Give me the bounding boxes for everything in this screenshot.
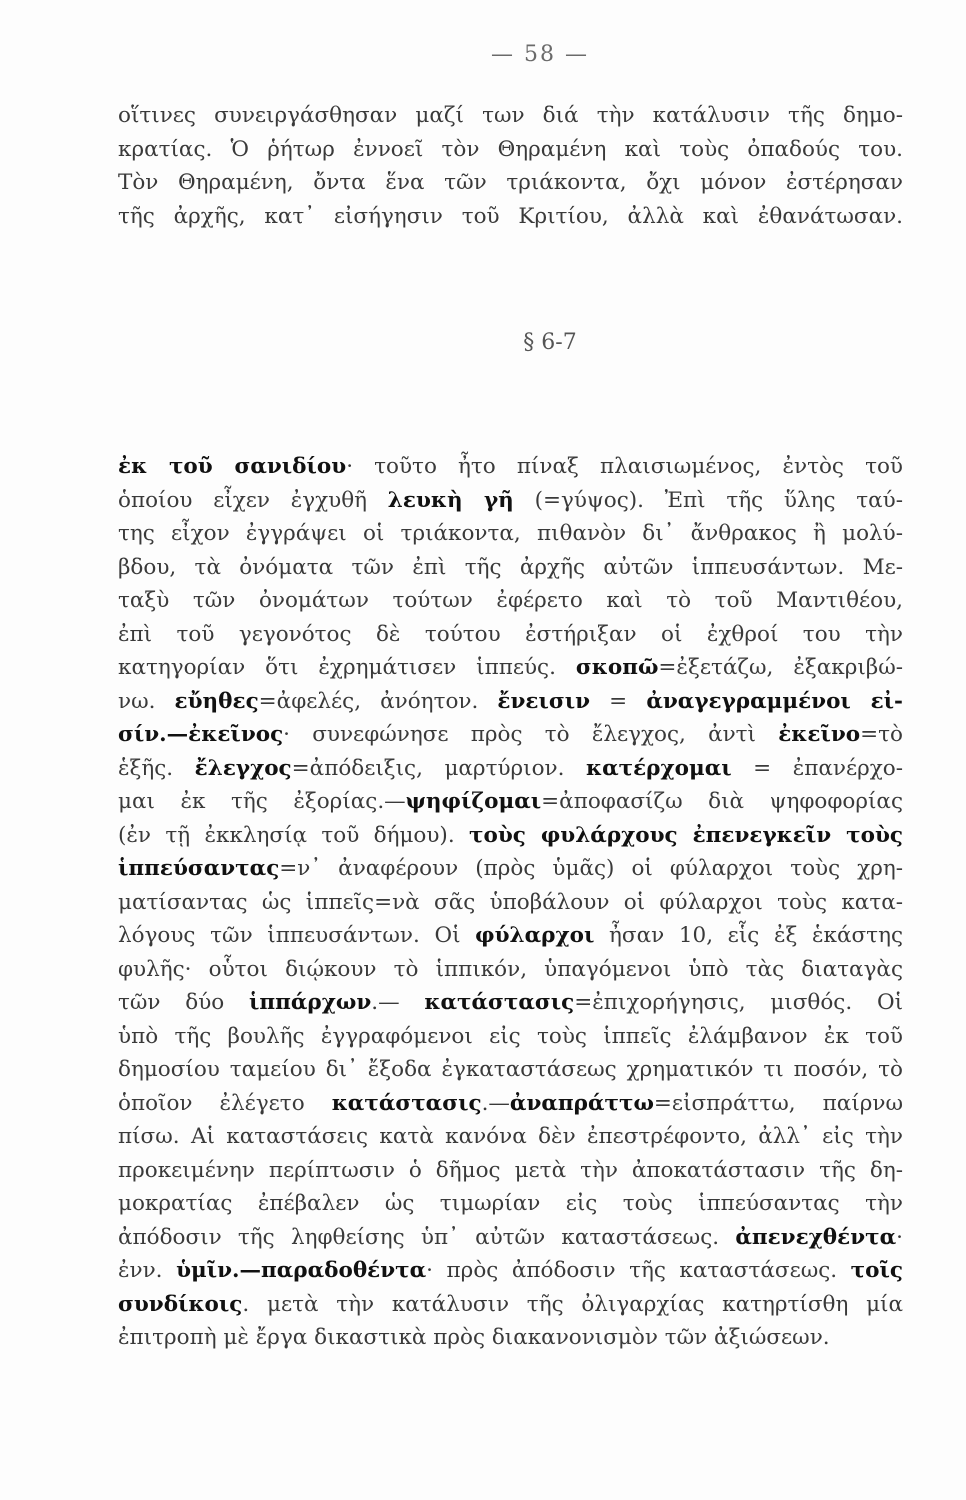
text-line bbox=[118, 484, 903, 518]
text-line: οἵτινες συνειργάσθησαν μαζί των διά τὴν κατάλυσιν τῆς δημο- bbox=[118, 103, 903, 128]
lemma-term: συνδίκοις bbox=[118, 1291, 243, 1317]
text-run: της εἶχον ἐγγράψει οἱ τριάκοντα, πιθανὸν δι᾽ ἄνθρακος ἢ μολύ- bbox=[118, 521, 903, 546]
text-run: ἀπόδοσιν τῆς ληφθείσης ὑπ᾽ αὐτῶν καταστάσεως. bbox=[118, 1224, 736, 1250]
text-run: κατηγορίαν ὅτι ἐχρημάτισεν ἱππεύς. bbox=[118, 655, 576, 680]
text-line bbox=[118, 651, 903, 685]
lemma-term: εὔηθες bbox=[174, 688, 259, 714]
lemma-term: λευκὴ γῆ bbox=[387, 487, 514, 513]
text-run: λόγους τῶν ἱππευσάντων. Οἱ bbox=[118, 923, 476, 948]
text-run: · συνεφώνησε πρὸς τὸ ἔλεγχος, ἀντὶ bbox=[283, 722, 779, 747]
text-line bbox=[118, 785, 903, 819]
lemma-term: ἐκ τοῦ σανιδίου bbox=[118, 454, 347, 479]
text-run: ἑξῆς. bbox=[118, 755, 195, 781]
text-line bbox=[118, 919, 903, 953]
text-run: = ἐπανέρχο- bbox=[731, 755, 903, 781]
text-run: . μετὰ τὴν κατάλυσιν τῆς ὀλιγαρχίας κατηρτίσθη μία bbox=[242, 1291, 903, 1317]
text-run: · τοῦτο ἦτο πίναξ πλαισιωμένος, ἐντὸς τοῦ bbox=[346, 454, 903, 479]
text-line bbox=[118, 1221, 903, 1255]
text-run: ματίσαντας ὡς ἱππεῖς=νὰ σᾶς ὑποβάλουν οἱ φύλαρχοι τοὺς κατα- bbox=[118, 889, 903, 915]
text-line bbox=[118, 718, 903, 752]
text-run: =ἀπόδειξις, μαρτύριον. bbox=[291, 755, 586, 781]
lemma-term: ἐκεῖνο bbox=[778, 722, 861, 747]
text-line bbox=[118, 1187, 903, 1221]
section-heading: § 6-7 bbox=[523, 330, 577, 355]
text-line: Τὸν Θηραμένη, ὄντα ἕνα τῶν τριάκοντα, ὄχι μόνον ἐστέρησαν bbox=[118, 170, 903, 195]
text-line bbox=[118, 1321, 903, 1355]
text-run: ταξὺ τῶν ὀνομάτων τούτων ἐφέρετο καὶ τὸ τοῦ Μαντιθέου, bbox=[118, 588, 903, 613]
lemma-term: σίν.—ἐκεῖνος bbox=[118, 722, 284, 747]
lemma-term: ἀναγεγραμμένοι εἰ- bbox=[646, 688, 903, 714]
text-run: μαι ἐκ τῆς ἐξορίας.— bbox=[118, 789, 406, 814]
lemma-term: ἀπενεχθέντα bbox=[735, 1224, 897, 1250]
text-line bbox=[118, 584, 903, 618]
text-line: κρατίας. Ὁ ῥήτωρ ἐννοεῖ τὸν Θηραμένη καὶ τοὺς ὀπαδούς του. bbox=[118, 136, 903, 162]
text-run: ὑπὸ τῆς βουλῆς ἐγγραφόμενοι εἰς τοὺς ἱππεῖς ἐλάμβανον ἐκ τοῦ bbox=[118, 1023, 903, 1049]
lemma-term: κατάστασις bbox=[424, 990, 575, 1015]
text-line bbox=[118, 1154, 903, 1188]
lemma-term: κατάστασις bbox=[331, 1090, 482, 1116]
lemma-term: σκοπῶ bbox=[575, 655, 659, 680]
text-line bbox=[118, 852, 903, 886]
text-line bbox=[118, 618, 903, 652]
text-run: ἐπὶ τοῦ γεγονότος δὲ τούτου ἐστήριξαν οἱ ἐχθροί του τὴν bbox=[118, 621, 903, 647]
top-paragraph bbox=[118, 99, 903, 233]
text-line bbox=[118, 551, 903, 585]
lemma-term: τοὺς φυλάρχους ἐπενεγκεῖν τοὺς bbox=[469, 822, 903, 848]
text-line bbox=[118, 517, 903, 551]
text-run: ἐνν. bbox=[118, 1258, 177, 1283]
lemma-term: ἱππάρχων bbox=[249, 990, 372, 1015]
text-run: =τὸ bbox=[860, 722, 903, 747]
text-run: προκειμένην περίπτωσιν ὁ δῆμος μετὰ τὴν ἀποκατάστασιν τῆς δη- bbox=[118, 1157, 903, 1183]
text-run: ὁποίου εἶχεν ἐγχυθῆ bbox=[118, 487, 388, 513]
text-line bbox=[118, 986, 903, 1020]
text-run: ἐπιτροπὴ μὲ ἔργα δικαστικὰ πρὸς διακανονισμὸν τῶν ἀξιώσεων. bbox=[118, 1325, 830, 1350]
text-line bbox=[118, 819, 903, 853]
commentary-paragraph bbox=[118, 450, 903, 1355]
text-line bbox=[118, 1288, 903, 1322]
lemma-term: τοῖς bbox=[850, 1258, 903, 1283]
text-line bbox=[118, 1087, 903, 1121]
lemma-term: φύλαρχοι bbox=[475, 923, 595, 948]
text-run: =ν᾽ ἀναφέρουν (πρὸς ὑμᾶς) οἱ φύλαρχοι τοὺς χρη- bbox=[279, 856, 903, 881]
page-number: — 58 — bbox=[491, 42, 589, 67]
text-line bbox=[118, 1020, 903, 1054]
lemma-term: κατέρχομαι bbox=[585, 755, 732, 781]
text-run: = bbox=[590, 688, 647, 714]
text-run: ἦσαν 10, εἷς ἐξ ἑκάστης bbox=[594, 923, 903, 948]
text-run: =ἀποφασίζω διὰ ψηφοφορίας bbox=[541, 789, 903, 814]
text-run: δημοσίου ταμείου δι᾽ ἔξοδα ἐγκαταστάσεως χρηματικόν τι ποσόν, τὸ bbox=[118, 1057, 903, 1082]
text-line bbox=[118, 752, 903, 786]
lemma-term: ἔνεισιν bbox=[497, 688, 591, 714]
text-run: · bbox=[896, 1224, 903, 1250]
text-run: .— bbox=[371, 990, 425, 1015]
text-run: =ἐξετάζω, ἐξακριβώ- bbox=[658, 655, 903, 680]
text-line bbox=[118, 1120, 903, 1154]
text-run: (ἐν τῇ ἐκκλησίᾳ τοῦ δήμου). bbox=[118, 822, 470, 848]
text-run: νω. bbox=[118, 688, 175, 714]
text-line bbox=[118, 450, 903, 484]
text-line bbox=[118, 1053, 903, 1087]
text-run: βδου, τὰ ὀνόματα τῶν ἐπὶ τῆς ἀρχῆς αὐτῶν ἱππευσάντων. Με- bbox=[118, 554, 903, 580]
text-line bbox=[118, 886, 903, 920]
text-run: φυλῆς· οὗτοι διῴκουν τὸ ἱππικόν, ὑπαγόμενοι ὑπὸ τὰς διαταγὰς bbox=[118, 956, 903, 982]
text-line bbox=[118, 685, 903, 719]
text-line: τῆς ἀρχῆς, κατ᾽ εἰσήγησιν τοῦ Κριτίου, ἀλλὰ καὶ ἐθανάτωσαν. bbox=[118, 203, 903, 229]
text-line bbox=[118, 1254, 903, 1288]
lemma-term: ἔλεγχος bbox=[194, 755, 292, 781]
text-run: =εἰσπράττω, παίρνω bbox=[653, 1090, 903, 1116]
text-line bbox=[118, 953, 903, 987]
text-run: =ἐπιχορήγησις, μισθός. Οἱ bbox=[574, 990, 904, 1015]
lemma-term: ἱππεύσαντας bbox=[118, 856, 280, 881]
text-run: · πρὸς ἀπόδοσιν τῆς καταστάσεως. bbox=[426, 1258, 851, 1283]
text-run: πίσω. Αἱ καταστάσεις κατὰ κανόνα δὲν ἐπεστρέφοντο, ἀλλ᾽ εἰς τὴν bbox=[118, 1124, 903, 1149]
text-run: =ἀφελές, ἀνόητον. bbox=[258, 688, 498, 714]
text-run: ὁποῖον ἐλέγετο bbox=[118, 1090, 332, 1116]
lemma-term: ἀναπράττω bbox=[509, 1090, 654, 1116]
text-run: .— bbox=[481, 1090, 510, 1116]
text-run: (=γύψος). Ἐπὶ τῆς ὕλης ταύ- bbox=[513, 487, 903, 513]
text-run: τῶν δύο bbox=[118, 990, 249, 1015]
text-run: μοκρατίας ἐπέβαλεν ὡς τιμωρίαν εἰς τοὺς ἱππεύσαντας τὴν bbox=[118, 1191, 903, 1216]
lemma-term: ὑμῖν.—παραδοθέντα bbox=[176, 1258, 427, 1283]
lemma-term: ψηφίζομαι bbox=[405, 789, 542, 814]
